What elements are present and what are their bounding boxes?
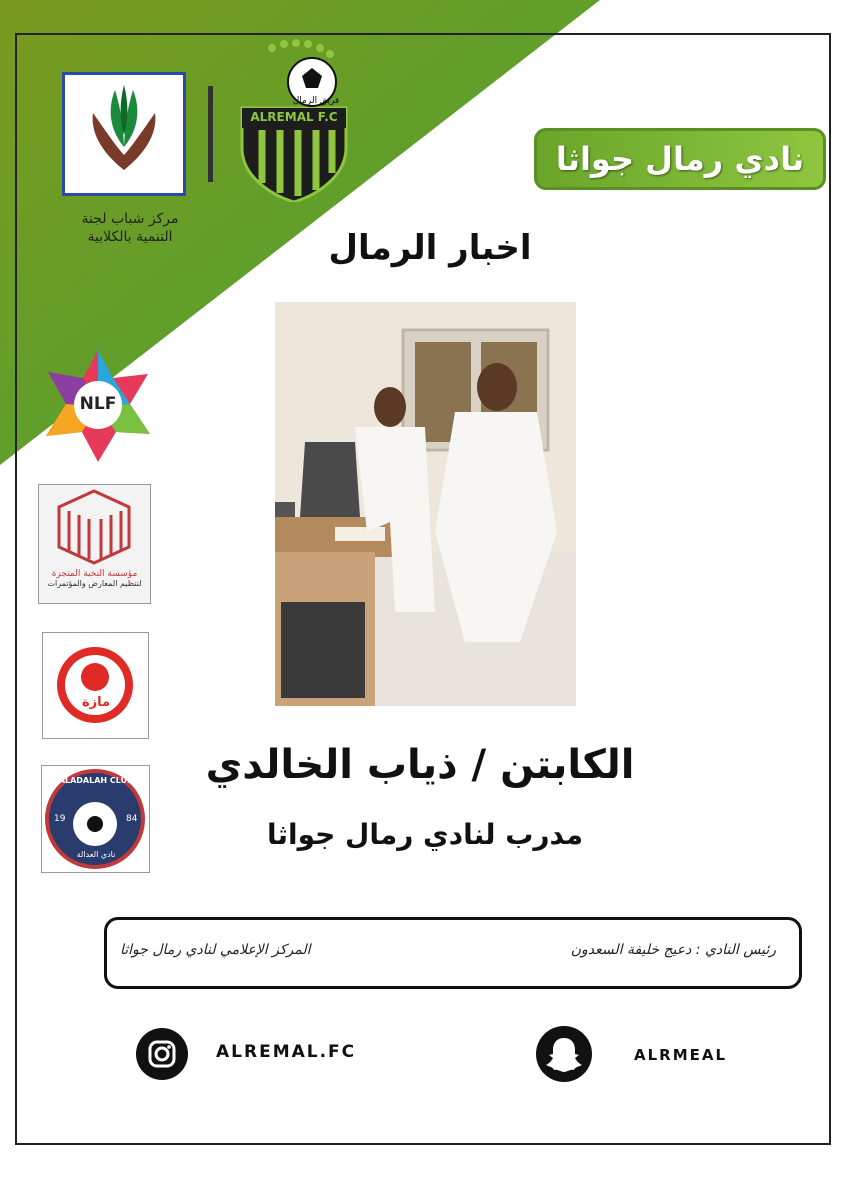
plant-icon (65, 75, 183, 193)
snapchat-icon[interactable] (536, 1026, 592, 1082)
partner-caption (60, 210, 200, 246)
aladalah-year-left: 19 (54, 814, 66, 824)
aladalah-bottom: نادي العدالة (76, 850, 116, 859)
partner-logo (62, 72, 186, 196)
sponsor2-line1: مؤسسة النخبة المتجزة (51, 569, 138, 579)
club-name-badge: نادي رمال جواثا (534, 128, 826, 190)
club-logo (234, 38, 354, 202)
sponsor-elite-exhibitions (38, 484, 151, 604)
media-center-signature: المركز الإعلامي لنادي رمال جواثا (120, 942, 311, 958)
news-photo (275, 302, 576, 706)
nlf-label: NLF (79, 394, 117, 414)
caption-main: الكابتن / ذياب الخالدي (205, 742, 635, 788)
sponsor-aladalah-club (41, 765, 150, 873)
caption-sub: مدرب لنادي رمال جواثا (266, 818, 584, 851)
instagram-handle[interactable]: ALREMAL.FC (216, 1042, 357, 1062)
snapchat-handle[interactable]: ALRMEAL (634, 1046, 728, 1064)
aladalah-top: ALADALAH CLUB (58, 776, 134, 785)
sponsor2-line2: لتنظيم المعارض والمؤتمرات (47, 579, 142, 588)
club-logo-arabic: فريق الرمال (292, 96, 340, 106)
sponsor-maza (42, 632, 149, 739)
nlf-logo (38, 348, 158, 464)
logo-divider (208, 86, 213, 182)
maza-label: مازة (81, 695, 111, 710)
page-title: اخبار الرمال (328, 228, 532, 268)
chairman-signature: رئيس النادي : دعيج خليفة السعدون (570, 942, 776, 958)
instagram-icon[interactable] (136, 1028, 188, 1080)
rooster-icon (81, 663, 109, 691)
club-logo-text: ALREMAL F.C (250, 110, 338, 124)
football-icon (87, 816, 103, 832)
partner-caption-line1: مركز شباب لجنة (81, 211, 179, 227)
cube-icon (39, 485, 150, 565)
partner-caption-line2: التنمية بالكلابية (87, 229, 173, 245)
aladalah-year-right: 84 (126, 814, 138, 824)
